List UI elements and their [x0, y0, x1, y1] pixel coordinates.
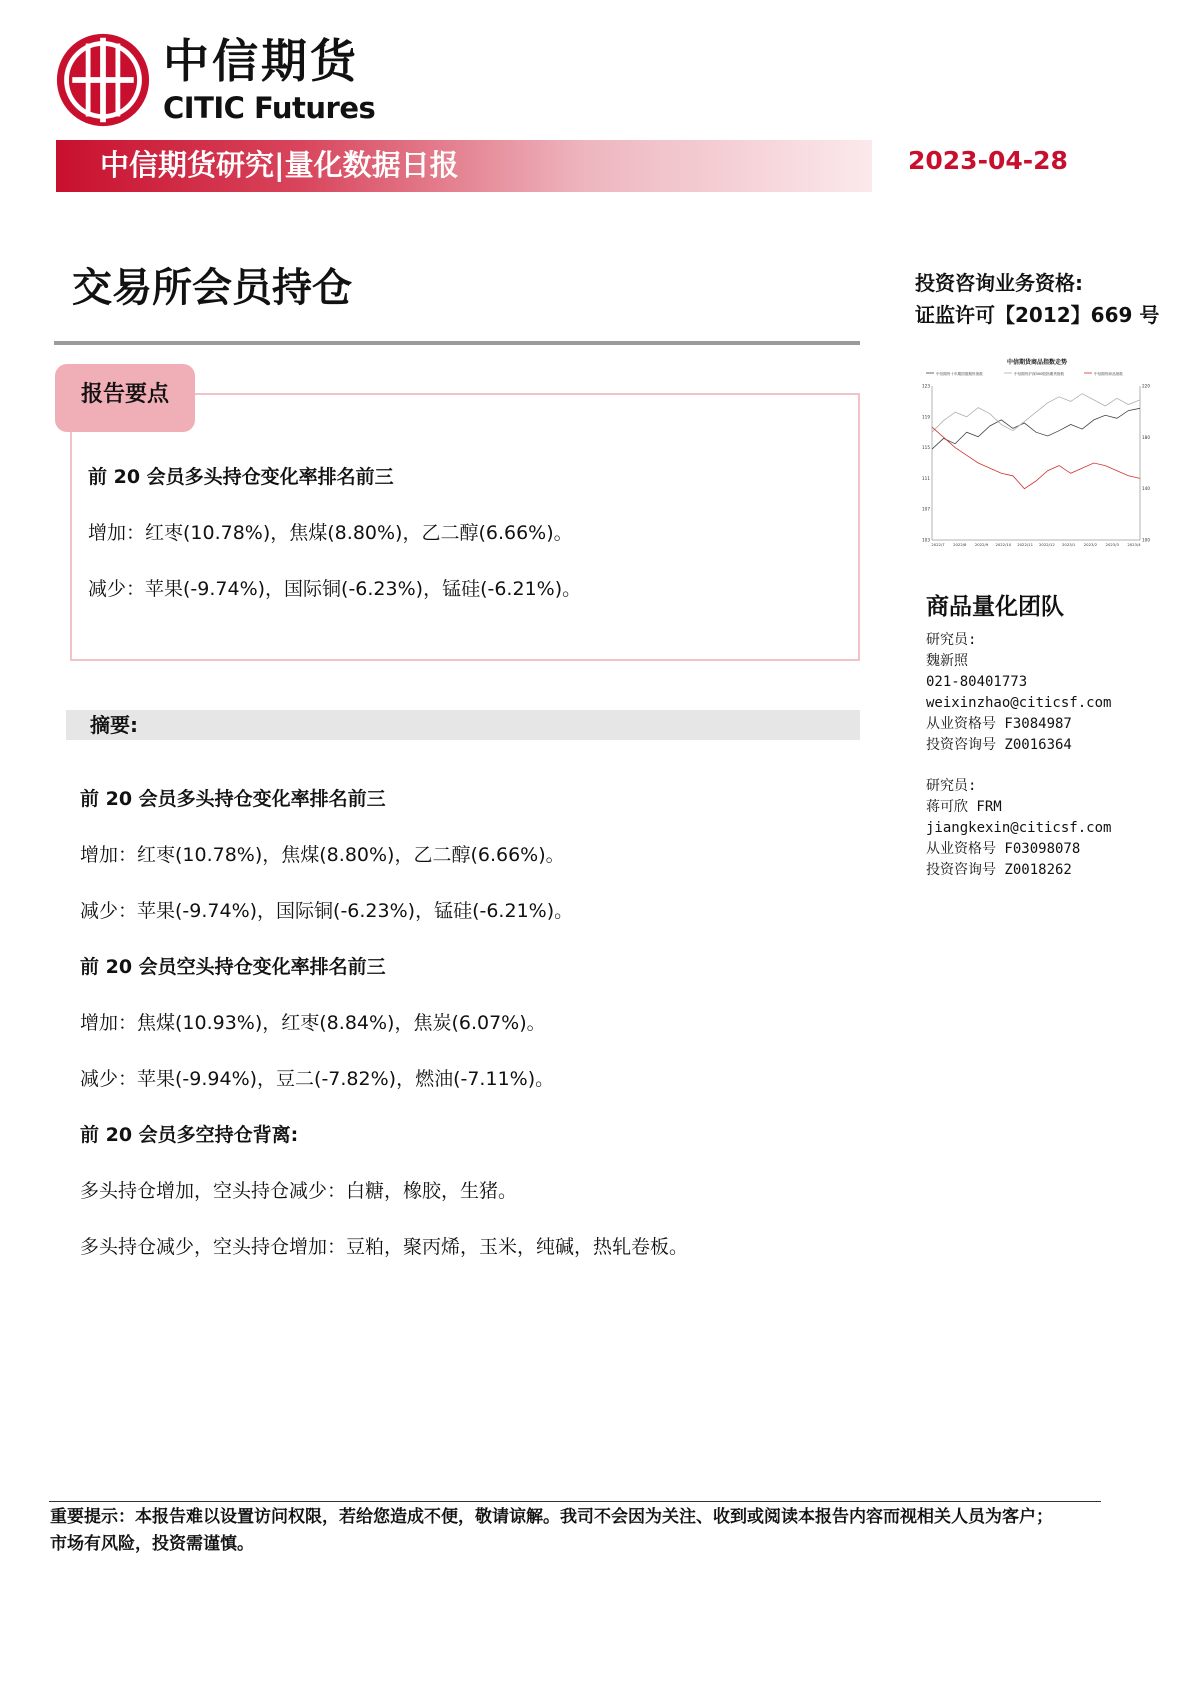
- legend-label: 中信期货商品指数: [1094, 372, 1123, 376]
- banner-title: 中信期货研究|量化数据日报: [100, 148, 459, 182]
- x-tick-label: 2022/8: [953, 542, 967, 547]
- summary-short-increase: 增加：焦煤(10.93%)，红枣(8.84%)，焦炭(6.07%)。: [80, 1012, 546, 1034]
- key-points-heading: 前 20 会员多头持仓变化率排名前三: [88, 466, 394, 488]
- x-tick-label: 2022/7: [931, 542, 945, 547]
- x-tick-label: 2022/10: [995, 542, 1012, 547]
- summary-long-increase: 增加：红枣(10.78%)，焦煤(8.80%)，乙二醇(6.66%)。: [80, 844, 565, 866]
- disclaimer-line-2: 市场有风险，投资需谨慎。: [50, 1534, 254, 1554]
- chart-title: 中信期货商品指数走势: [1006, 359, 1068, 366]
- key-points-decrease: 减少：苹果(-9.74%)，国际铜(-6.23%)，锰硅(-6.21%)。: [88, 578, 582, 600]
- x-tick-label: 2023/3: [1105, 542, 1119, 547]
- y-left-tick-label: 107: [922, 506, 930, 512]
- y-right-tick-label: 100: [1142, 537, 1150, 543]
- x-tick-label: 2023/2: [1083, 542, 1098, 547]
- researcher-2-role: 研究员:: [926, 778, 977, 794]
- legend-label: 中信期货十年期国债期货指数: [936, 372, 983, 376]
- index-trend-chart: [912, 356, 1162, 552]
- x-tick-label: 2022/11: [1017, 542, 1034, 547]
- summary-long-heading: 前 20 会员多头持仓变化率排名前三: [80, 788, 386, 810]
- y-right-tick-label: 180: [1142, 434, 1150, 440]
- y-right-tick-label: 140: [1142, 486, 1150, 492]
- series-line: [932, 394, 1140, 433]
- key-points-increase: 增加：红枣(10.78%)，焦煤(8.80%)，乙二醇(6.66%)。: [88, 522, 573, 544]
- title-divider: [54, 341, 860, 345]
- summary-divergence-heading: 前 20 会员多空持仓背离:: [80, 1124, 299, 1146]
- researcher-1-phone: 021-80401773: [926, 674, 1028, 690]
- team-title: 商品量化团队: [926, 594, 1064, 620]
- footer-divider: [49, 1501, 1101, 1502]
- citic-logo-icon: [55, 32, 151, 128]
- brand-name-en: CITIC Futures: [163, 91, 376, 125]
- series-line: [932, 427, 1140, 489]
- y-left-tick-label: 123: [922, 383, 930, 389]
- key-points-label: 报告要点: [81, 382, 170, 407]
- y-left-tick-label: 111: [922, 475, 930, 481]
- x-tick-label: 2023/1: [1061, 542, 1076, 547]
- legend-label: 中信期货沪深300股指期货指数: [1014, 372, 1064, 376]
- report-date: 2023-04-28: [908, 146, 1068, 175]
- researcher-2-email[interactable]: jiangkexin@citicsf.com: [926, 820, 1112, 836]
- page-title: 交易所会员持仓: [72, 265, 352, 311]
- y-left-tick-label: 103: [922, 537, 930, 543]
- summary-short-decrease: 减少：苹果(-9.94%)，豆二(-7.82%)，燃油(-7.11%)。: [80, 1068, 555, 1090]
- disclaimer-line-1: 重要提示：本报告难以设置访问权限，若给您造成不便，敬请谅解。我司不会因为关注、收到或阅读本报告内容而视相关人员为客户；: [50, 1507, 1053, 1527]
- researcher-2-cert: 从业资格号 F03098078: [926, 841, 1081, 857]
- summary-short-heading: 前 20 会员空头持仓变化率排名前三: [80, 956, 386, 978]
- researcher-1-name: 魏新照: [926, 653, 968, 669]
- x-tick-label: 2023/4: [1127, 542, 1141, 547]
- summary-divergence-1: 多头持仓增加，空头持仓减少：白糖，橡胶，生猪。: [80, 1180, 518, 1202]
- researcher-1-advisory: 投资咨询号 Z0016364: [926, 737, 1072, 753]
- summary-divergence-2: 多头持仓减少，空头持仓增加：豆粕，聚丙烯，玉米，纯碱，热轧卷板。: [80, 1236, 689, 1258]
- researcher-1-role: 研究员:: [926, 632, 977, 648]
- x-tick-label: 2022/12: [1038, 542, 1055, 547]
- researcher-2-name: 蒋可欣 FRM: [926, 799, 1002, 815]
- summary-label: 摘要:: [90, 713, 138, 737]
- researcher-2-advisory: 投资咨询号 Z0018262: [926, 862, 1072, 878]
- y-right-tick-label: 220: [1142, 383, 1150, 389]
- series-line: [932, 408, 1140, 449]
- researcher-1-email[interactable]: weixinzhao@citicsf.com: [926, 695, 1112, 711]
- y-left-tick-label: 115: [922, 445, 930, 451]
- x-tick-label: 2022/9: [974, 542, 989, 547]
- license-label: 投资咨询业务资格:: [915, 271, 1083, 295]
- license-number: 证监许可【2012】669 号: [915, 303, 1160, 327]
- researcher-1-cert: 从业资格号 F3084987: [926, 716, 1072, 732]
- y-left-tick-label: 119: [922, 414, 930, 420]
- brand-name-cn: 中信期货: [163, 34, 359, 88]
- summary-bar: [66, 710, 860, 740]
- summary-long-decrease: 减少：苹果(-9.74%)，国际铜(-6.23%)，锰硅(-6.21%)。: [80, 900, 574, 922]
